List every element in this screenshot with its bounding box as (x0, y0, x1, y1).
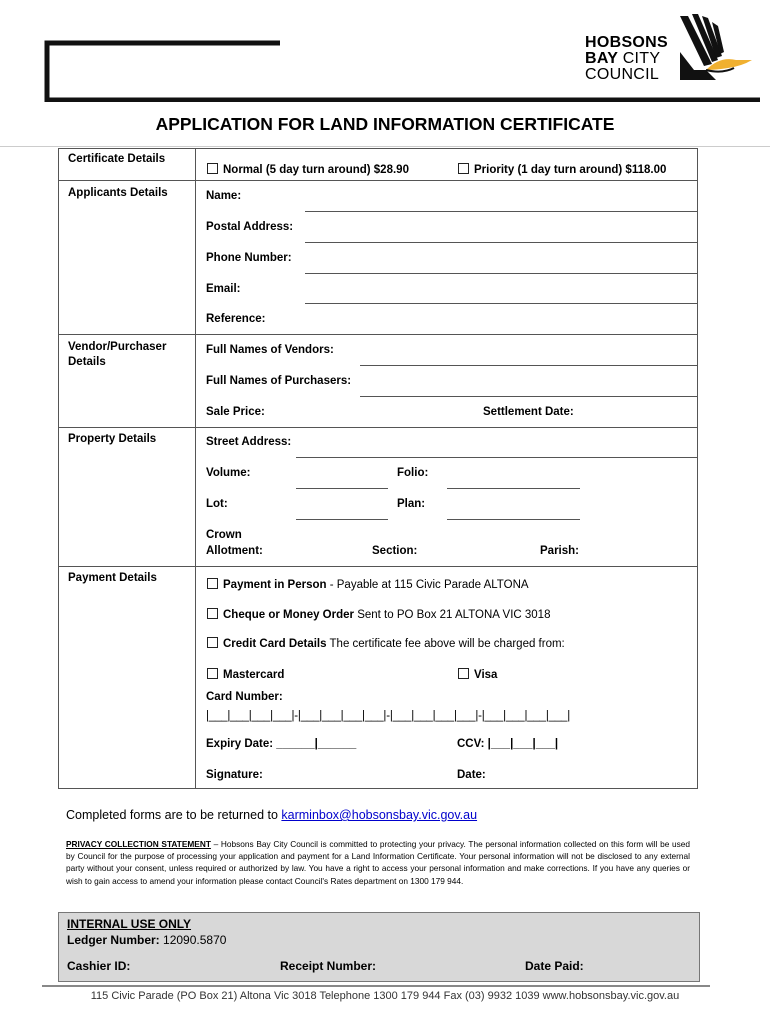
logo-line2b: CITY (622, 50, 661, 67)
section-label: Section: (372, 545, 418, 557)
row-divider (58, 334, 698, 335)
logo-line1: HOBSONS (585, 34, 668, 51)
reference-label: Reference: (206, 313, 266, 325)
vendor-label-line2: Details (68, 356, 106, 368)
mastercard-option[interactable] (207, 668, 284, 681)
return-text: Completed forms are to be returned to (66, 808, 282, 822)
sale-price-label: Sale Price: (206, 406, 265, 418)
purchasers-label: Full Names of Purchasers: (206, 375, 352, 387)
privacy-heading: PRIVACY COLLECTION STATEMENT (66, 839, 211, 849)
applicants-details-label: Applicants Details (68, 187, 168, 199)
vendor-purchaser-label (68, 340, 166, 370)
cheque-detail: Sent to PO Box 21 ALTONA VIC 3018 (354, 609, 551, 621)
settlement-date-label: Settlement Date: (483, 406, 574, 418)
privacy-statement (66, 838, 690, 887)
return-instructions (66, 808, 477, 822)
ccv-field[interactable]: CCV: |___|___|___| (457, 738, 559, 750)
cheque-option[interactable] (207, 608, 550, 621)
date-paid-label: Date Paid: (525, 959, 584, 973)
parish-label: Parish: (540, 545, 579, 557)
in-person-label: Payment in Person (223, 579, 327, 591)
vendors-label: Full Names of Vendors: (206, 344, 334, 356)
card-number-field[interactable]: |___|___|___|___|-|___|___|___|___|-|___|___|___|___|-|___|___|___|___| (206, 710, 571, 722)
normal-option-label: Normal (5 day turn around) $28.90 (223, 164, 409, 176)
logo-line2a: BAY (585, 50, 618, 67)
row-divider (58, 427, 698, 428)
folio-label: Folio: (397, 467, 429, 479)
expiry-date-field[interactable]: Expiry Date: ______|______ (206, 738, 357, 750)
priority-option[interactable] (458, 163, 666, 176)
ledger-value: 12090.5870 (159, 933, 227, 947)
footer-divider (42, 985, 710, 987)
title-divider (0, 146, 770, 147)
column-divider (195, 148, 196, 789)
visa-label: Visa (474, 669, 498, 681)
in-person-detail: - Payable at 115 Civic Parade ALTONA (326, 579, 529, 591)
cheque-label: Cheque or Money Order (223, 609, 354, 621)
ledger-label: Ledger Number: (67, 933, 160, 947)
street-address-label: Street Address: (206, 436, 292, 448)
cashier-id-label: Cashier ID: (67, 959, 131, 973)
phone-number-field[interactable] (305, 273, 698, 274)
name-label: Name: (206, 190, 242, 202)
date-label: Date: (457, 769, 486, 781)
lot-label: Lot: (206, 498, 228, 510)
email-field[interactable] (305, 303, 698, 304)
return-email-link[interactable]: karminbox@hobsonsbay.vic.gov.au (281, 808, 478, 822)
priority-checkbox[interactable] (458, 163, 469, 174)
ledger-number (67, 933, 226, 947)
phone-number-label: Phone Number: (206, 252, 292, 264)
name-field[interactable] (305, 211, 698, 212)
crown-label: Crown (206, 529, 242, 541)
vendors-field[interactable] (360, 365, 698, 366)
signature-label: Signature: (206, 769, 263, 781)
allotment-label: Allotment: (206, 545, 263, 557)
purchasers-field[interactable] (360, 396, 698, 397)
footer-address: 115 Civic Parade (PO Box 21) Altona Vic 3018 Telephone 1300 179 944 Fax (03) 9932 1039 www.hobsonsbay.vic.gov.au (90, 990, 680, 1002)
credit-card-detail: The certificate fee above will be charged from: (326, 638, 565, 650)
page-title: APPLICATION FOR LAND INFORMATION CERTIFICATE (155, 114, 615, 134)
cheque-checkbox[interactable] (207, 608, 218, 619)
credit-card-label: Credit Card Details (223, 638, 327, 650)
council-logo-text (585, 35, 668, 83)
logo-line3: COUNCIL (585, 66, 660, 83)
normal-checkbox[interactable] (207, 163, 218, 174)
payment-details-label: Payment Details (68, 572, 157, 584)
plan-field[interactable] (447, 519, 580, 520)
row-divider (58, 180, 698, 181)
priority-option-label: Priority (1 day turn around) $118.00 (474, 164, 667, 176)
normal-option[interactable] (207, 163, 409, 176)
postal-address-label: Postal Address: (206, 221, 294, 233)
property-details-label: Property Details (68, 433, 157, 445)
lot-field[interactable] (296, 519, 388, 520)
council-bird-logo-icon (676, 12, 756, 84)
vendor-label-line1: Vendor/Purchaser (68, 341, 167, 353)
visa-checkbox[interactable] (458, 668, 469, 679)
certificate-details-label: Certificate Details (68, 153, 166, 165)
in-person-checkbox[interactable] (207, 578, 218, 589)
receipt-number-label: Receipt Number: (280, 959, 377, 973)
mastercard-checkbox[interactable] (207, 668, 218, 679)
credit-card-option[interactable] (207, 637, 565, 650)
row-divider (58, 566, 698, 567)
payment-in-person-option[interactable] (207, 578, 529, 591)
plan-label: Plan: (397, 498, 426, 510)
postal-address-field[interactable] (305, 242, 698, 243)
application-form-table (58, 148, 698, 789)
mastercard-label: Mastercard (223, 669, 285, 681)
volume-label: Volume: (206, 467, 251, 479)
email-label: Email: (206, 283, 241, 295)
street-address-field[interactable] (296, 457, 698, 458)
volume-field[interactable] (296, 488, 388, 489)
visa-option[interactable] (458, 668, 497, 681)
privacy-body: – Hobsons Bay City Council is committed to protecting your privacy. The personal information collected on this form will be used by Council for the purpose of processing your application and payment for a Land Information Certificate. Your personal information will not be disclosed to any external party without your consent, unless required or authorized by law. You have a right to access your personal information and make corrections. If you have any queries or wish to gain access to amend your information please contact Council's Rates department on 1300 179 944. (66, 839, 690, 886)
internal-use-heading: INTERNAL USE ONLY (67, 917, 192, 931)
internal-use-box (58, 912, 700, 982)
folio-field[interactable] (447, 488, 580, 489)
credit-card-checkbox[interactable] (207, 637, 218, 648)
card-number-label: Card Number: (206, 691, 283, 703)
